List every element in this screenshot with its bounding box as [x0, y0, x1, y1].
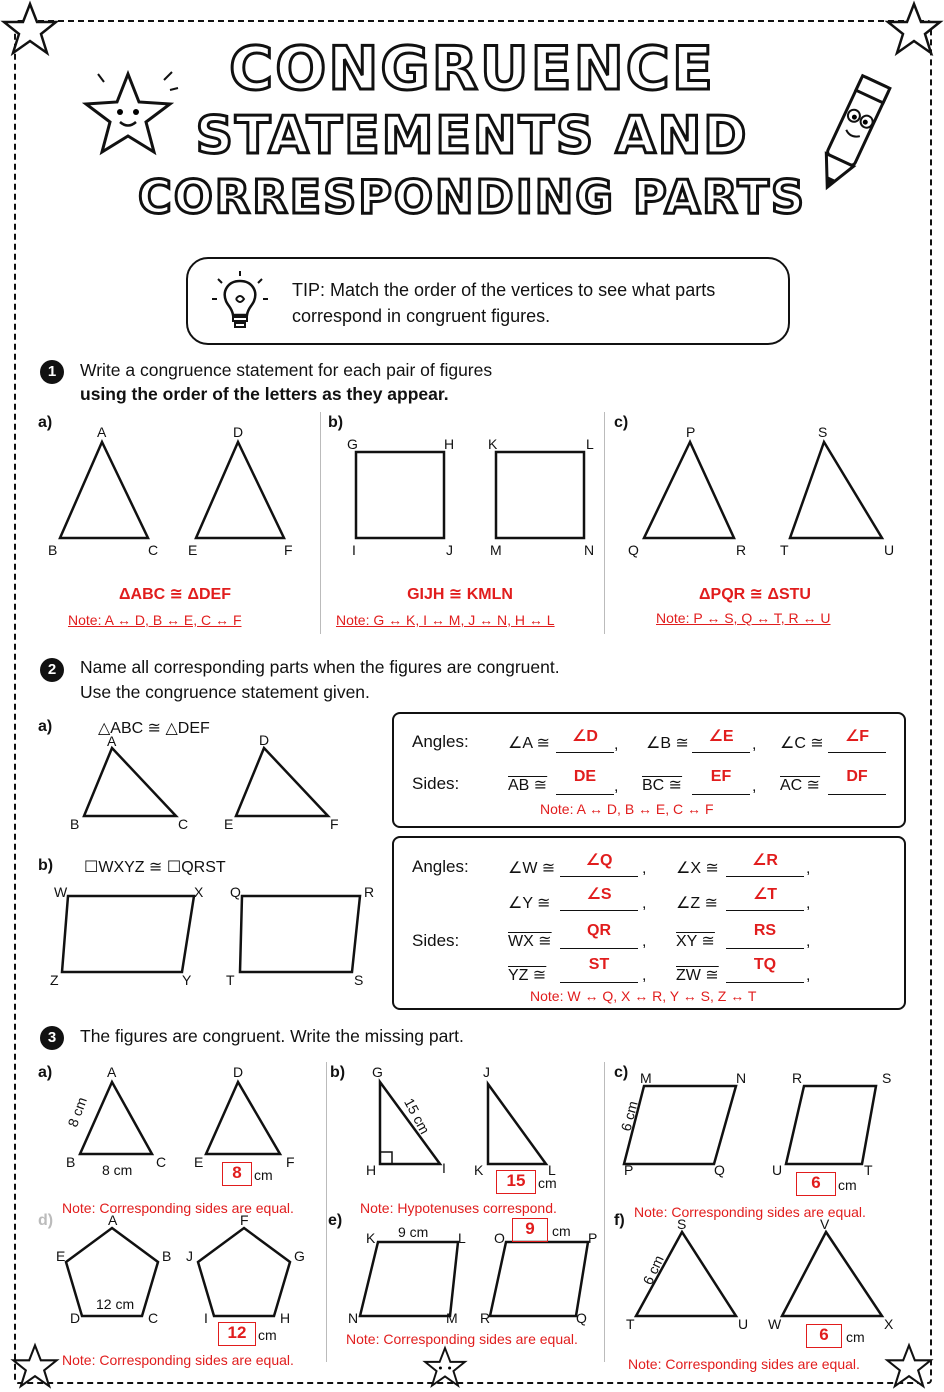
s3-b-note: Note: Hypotenuses correspond.	[360, 1200, 557, 1216]
s3-c-vertex-U: U	[772, 1162, 783, 1178]
s3-c-vertex-P: P	[624, 1162, 634, 1178]
s2-a-statement: △ABC ≅ △DEF	[98, 720, 210, 737]
s3-d-vertex-A: A	[108, 1212, 118, 1228]
s3-b-vertex-L: L	[548, 1162, 556, 1178]
s3-a-answer-box: 8	[222, 1162, 252, 1186]
s1-a-vertex-D: D	[233, 424, 244, 440]
s2-b-angles-label: Angles:	[412, 857, 469, 876]
s2-b-note: Note: W ↔ Q, X ↔ R, Y ↔ S, Z ↔ T	[530, 988, 757, 1004]
s3-f-vertex-V: V	[820, 1216, 830, 1232]
s1-a-answer: ΔABC ≅ ΔDEF	[119, 586, 231, 603]
s3-e-answer-box: 9	[512, 1218, 548, 1242]
section-1-number: 1	[40, 360, 64, 384]
s1-b-vertex-J: J	[446, 542, 453, 558]
s3-f-answer-box: 6	[806, 1324, 842, 1348]
s1-a-vertex-E: E	[188, 542, 198, 558]
s2-a-side-ans-1: DE	[573, 768, 597, 785]
s3-a-vertex-B: B	[66, 1154, 76, 1170]
s3-d-note: Note: Corresponding sides are equal.	[62, 1352, 294, 1368]
s2-b-side-ans-1: QR	[587, 922, 611, 939]
s3-d-vertex-E: E	[56, 1248, 66, 1264]
comma: ,	[642, 895, 647, 912]
s2-a-side-ans-2: EF	[710, 768, 732, 785]
s1-c-answer: ΔPQR ≅ ΔSTU	[699, 586, 811, 603]
s1-b-vertex-M: M	[490, 542, 502, 558]
s3-d-vertex-J: J	[186, 1248, 193, 1264]
comma: ,	[614, 778, 619, 795]
s1-a-label: a)	[38, 414, 53, 431]
s3-a-vertex-A: A	[107, 1064, 117, 1080]
comma: ,	[642, 933, 647, 950]
s3-e-label: e)	[328, 1212, 343, 1229]
s3-e-vertex-O: O	[494, 1230, 505, 1246]
s2-b-angle-pre-1: ∠W ≅	[508, 860, 556, 877]
s3-a-vertex-C: C	[156, 1154, 167, 1170]
s3-f-vertex-X: X	[884, 1316, 894, 1332]
s3-c-unit: cm	[838, 1177, 857, 1193]
s2-b-side-pre-2: XY ≅	[676, 933, 715, 950]
s2-a-side-ans-3: DF	[846, 768, 868, 785]
s2-a-vertex-D: D	[259, 732, 270, 748]
s1-a-vertex-A: A	[97, 424, 107, 440]
s2-b-angle-ans-2: ∠R	[752, 852, 778, 869]
s3-c-note: Note: Corresponding sides are equal.	[634, 1204, 866, 1220]
section-3-number: 3	[40, 1026, 64, 1050]
s1-b-note: Note: G ↔ K, I ↔ M, J ↔ N, H ↔ L	[336, 612, 555, 628]
s1-b-vertex-G: G	[347, 436, 358, 452]
tip-text: TIP: Match the order of the vertices to see what parts correspond in congruent figures.	[292, 280, 716, 326]
s3-b-vertex-H: H	[366, 1162, 377, 1178]
s3-d-vertex-B: B	[162, 1248, 172, 1264]
comma: ,	[614, 736, 619, 753]
section-2-instruction-1: Name all corresponding parts when the figures are congruent.	[80, 657, 560, 677]
s3-d-vertex-H: H	[280, 1310, 291, 1326]
s3-f-vertex-W: W	[768, 1316, 782, 1332]
s3-d-vertex-G: G	[294, 1248, 305, 1264]
comma: ,	[752, 736, 757, 753]
s1-c-vertex-R: R	[736, 542, 747, 558]
s3-a-note: Note: Corresponding sides are equal.	[62, 1200, 294, 1216]
s2-b-angle-pre-4: ∠Z ≅	[676, 895, 718, 912]
s2-a-angles-label: Angles:	[412, 732, 469, 751]
s1-c-note: Note: P ↔ S, Q ↔ T, R ↔ U	[656, 610, 831, 626]
s2-b-sides-label: Sides:	[412, 931, 460, 950]
s3-e-vertex-K: K	[366, 1230, 376, 1246]
s3-d-vertex-I: I	[204, 1310, 208, 1326]
s3-f-vertex-T: T	[626, 1316, 635, 1332]
s1-b-vertex-I: I	[352, 542, 356, 558]
s2-a-angle-pre-3: ∠C ≅	[780, 735, 824, 752]
s2-a-side-pre-1: AB ≅	[508, 777, 548, 794]
s3-f-vertex-U: U	[738, 1316, 749, 1332]
s3-b-vertex-G: G	[372, 1064, 383, 1080]
s2-a-vertex-F: F	[330, 816, 339, 832]
s2-b-angle-ans-3: ∠S	[586, 886, 612, 903]
s2-b-vertex-S: S	[354, 972, 364, 988]
comma: ,	[642, 967, 647, 984]
s1-a-note: Note: A ↔ D, B ↔ E, C ↔ F	[68, 612, 242, 628]
s3-f-given: 6 cm	[639, 1252, 667, 1288]
s1-b-vertex-L: L	[586, 436, 594, 452]
s3-c-vertex-N: N	[736, 1070, 747, 1086]
s2-b-angle-ans-1: ∠Q	[585, 852, 613, 869]
comma: ,	[642, 860, 647, 877]
s3-e-vertex-Q: Q	[576, 1310, 587, 1326]
s1-c-vertex-T: T	[780, 542, 789, 558]
s1-b-label: b)	[328, 414, 344, 431]
s2-b-side-ans-2: RS	[753, 922, 777, 939]
s3-b-vertex-I: I	[442, 1160, 446, 1176]
s2-b-side-ans-3: ST	[588, 956, 610, 973]
s3-e-vertex-N: N	[348, 1310, 359, 1326]
s3-c-vertex-M: M	[640, 1070, 652, 1086]
s2-b-vertex-Z: Z	[50, 972, 59, 988]
s2-b-label: b)	[38, 857, 54, 874]
s3-b-unit: cm	[538, 1175, 557, 1191]
s2-b-vertex-R: R	[364, 884, 375, 900]
s3-f-unit: cm	[846, 1329, 865, 1345]
s2-b-vertex-Y: Y	[182, 972, 192, 988]
s3-e-vertex-R: R	[480, 1310, 491, 1326]
s3-a-given-base: 8 cm	[102, 1162, 133, 1178]
s3-b-answer-box: 15	[496, 1170, 536, 1194]
s3-e-vertex-L: L	[458, 1230, 466, 1246]
section-1-instruction-1: Write a congruence statement for each pair of figures	[80, 360, 493, 380]
s2-b-side-pre-1: WX ≅	[508, 933, 552, 950]
comma: ,	[806, 967, 811, 984]
s3-d-vertex-D: D	[70, 1310, 81, 1326]
s2-b-side-ans-4: TQ	[753, 956, 777, 973]
s3-c-vertex-T: T	[864, 1162, 873, 1178]
s2-a-sides-label: Sides:	[412, 774, 460, 793]
s3-d-vertex-C: C	[148, 1310, 159, 1326]
section-2-number: 2	[40, 658, 64, 682]
s2-a-angle-pre-2: ∠B ≅	[646, 735, 689, 752]
title-line-1: CONGRUENCE	[229, 34, 715, 104]
s2-a-vertex-C: C	[178, 816, 189, 832]
s3-c-given: 6 cm	[617, 1099, 641, 1133]
s3-e-note: Note: Corresponding sides are equal.	[346, 1331, 578, 1347]
s2-a-note: Note: A ↔ D, B ↔ E, C ↔ F	[540, 801, 714, 817]
s3-d-given: 12 cm	[96, 1296, 135, 1312]
s3-c-vertex-Q: Q	[714, 1162, 725, 1178]
s2-b-vertex-W: W	[54, 884, 68, 900]
s3-e-vertex-P: P	[588, 1230, 598, 1246]
s2-b-vertex-X: X	[194, 884, 204, 900]
s3-a-vertex-E: E	[194, 1154, 204, 1170]
s1-c-vertex-P: P	[686, 424, 696, 440]
s3-b-vertex-J: J	[483, 1064, 490, 1080]
s3-b-label: b)	[330, 1064, 346, 1081]
s3-f-label: f)	[614, 1212, 625, 1229]
s2-b-side-pre-3: YZ ≅	[508, 967, 547, 984]
s2-a-side-pre-2: BC ≅	[642, 777, 683, 794]
title-line-3: CORRESPONDING PARTS	[137, 170, 807, 224]
s1-b-vertex-N: N	[584, 542, 595, 558]
s3-d-vertex-F: F	[240, 1212, 249, 1228]
section-3-instruction: The figures are congruent. Write the missing part.	[80, 1026, 464, 1046]
s2-a-vertex-E: E	[224, 816, 234, 832]
s2-a-side-pre-3: AC ≅	[780, 777, 821, 794]
section-2-instruction-2: Use the congruence statement given.	[80, 682, 370, 702]
s3-d-answer-box: 12	[218, 1322, 256, 1346]
s2-a-vertex-B: B	[70, 816, 80, 832]
s1-b-vertex-K: K	[488, 436, 498, 452]
s1-c-vertex-U: U	[884, 542, 895, 558]
s2-b-angle-pre-3: ∠Y ≅	[508, 895, 551, 912]
s3-c-vertex-S: S	[882, 1070, 892, 1086]
s3-f-vertex-S: S	[677, 1216, 687, 1232]
s3-d-label: d)	[38, 1212, 54, 1229]
title-line-2: STATEMENTS AND	[195, 106, 749, 166]
s2-a-angle-ans-3: ∠F	[844, 728, 870, 745]
section-1-instruction-2: using the order of the letters as they appear.	[80, 384, 449, 404]
comma: ,	[752, 778, 757, 795]
s1-c-vertex-S: S	[818, 424, 828, 440]
s3-f-note: Note: Corresponding sides are equal.	[628, 1356, 860, 1372]
s2-b-angle-pre-2: ∠X ≅	[676, 860, 719, 877]
s3-d-unit: cm	[258, 1327, 277, 1343]
s1-c-label: c)	[614, 414, 629, 431]
s3-a-vertex-F: F	[286, 1154, 295, 1170]
s3-a-given-side: 8 cm	[64, 1095, 90, 1129]
s3-c-label: c)	[614, 1064, 629, 1081]
s2-a-label: a)	[38, 718, 53, 735]
s2-a-angle-ans-1: ∠D	[572, 728, 598, 745]
s1-a-vertex-B: B	[48, 542, 58, 558]
s3-b-given: 15 cm	[401, 1095, 434, 1137]
s3-b-vertex-K: K	[474, 1162, 484, 1178]
s3-a-vertex-D: D	[233, 1064, 244, 1080]
s1-b-answer: GIJH ≅ KMLN	[407, 586, 513, 603]
s3-e-unit: cm	[552, 1223, 571, 1239]
s2-b-vertex-Q: Q	[230, 884, 241, 900]
s2-b-angle-ans-4: ∠T	[752, 886, 778, 903]
s3-c-vertex-R: R	[792, 1070, 803, 1086]
s1-b-vertex-H: H	[444, 436, 455, 452]
s3-c-answer-box: 6	[796, 1172, 836, 1196]
s2-b-vertex-T: T	[226, 972, 235, 988]
comma: ,	[806, 933, 811, 950]
s3-a-label: a)	[38, 1064, 53, 1081]
comma: ,	[806, 895, 811, 912]
s2-b-statement: ☐WXYZ ≅ ☐QRST	[84, 859, 226, 876]
s3-e-vertex-M: M	[446, 1310, 458, 1326]
s3-a-unit: cm	[254, 1167, 273, 1183]
s3-e-given: 9 cm	[398, 1224, 429, 1240]
s1-c-vertex-Q: Q	[628, 542, 639, 558]
s2-b-side-pre-4: ZW ≅	[676, 967, 719, 984]
s2-a-angle-pre-1: ∠A ≅	[508, 735, 550, 752]
s1-a-vertex-C: C	[148, 542, 159, 558]
s1-a-vertex-F: F	[284, 542, 293, 558]
comma: ,	[806, 860, 811, 877]
s2-a-vertex-A: A	[107, 733, 117, 749]
s2-a-angle-ans-2: ∠E	[708, 728, 734, 745]
